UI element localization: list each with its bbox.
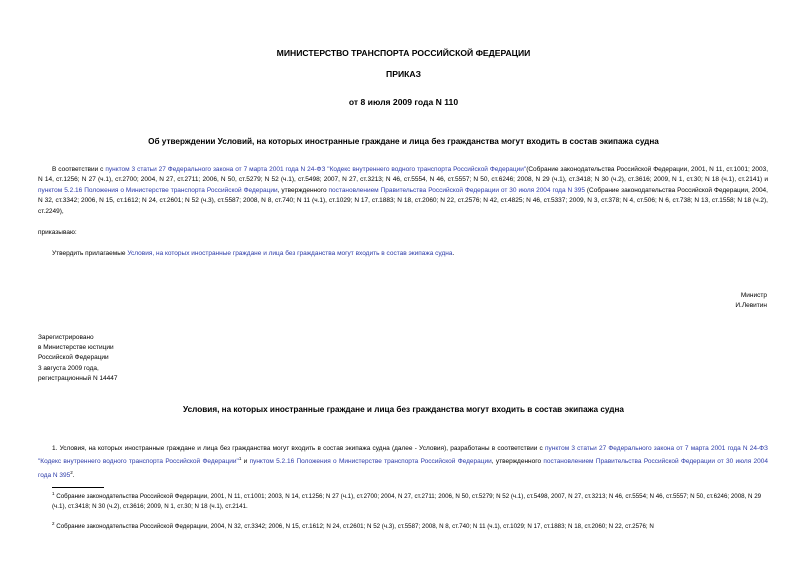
link-clause-code-article[interactable]: пунктом 3 статьи 27 Федерального закона от 7 марта 2001 года N 24-ФЗ "Кодекс внутреннего водного транспорта Российской Федерации"	[38, 445, 768, 466]
footnote-2-text: Собрание законодательства Российской Федерации, 2004, N 32, ст.3342; 2006, N 15, ст.1612; N 24, ст.2601; N 52 (ч.3), ст.5587; 2008, N 8, ст.740; N 11 (ч.1), ст.1029; N 17, ст.1883; N 18, ст.2060; N 22, ст.2576; N	[54, 523, 654, 531]
signature-position: Министр	[740, 292, 767, 299]
clause-1-text-1: 1. Условия, на которых иностранные граждане и лица без гражданства могут входить в состав экипажа судна (далее - Условия), разработаны в соответствии с	[52, 445, 545, 452]
date-number-heading: от 8 июля 2009 года N 110	[348, 97, 459, 107]
footnote-ref-2[interactable]: 2	[70, 469, 73, 475]
doc-type-heading: ПРИКАЗ	[386, 69, 421, 79]
approve-text-2: .	[452, 250, 455, 257]
conditions-title: Условия, на которых иностранные граждане и лица без гражданства могут входить в состав экипажа судна	[183, 405, 624, 414]
signature-block	[735, 291, 767, 311]
footnote-2-mark: 2	[52, 521, 55, 526]
clause-1-text-4: .	[72, 472, 75, 480]
footnote-2	[52, 519, 768, 532]
footnote-1-mark: 1	[52, 491, 55, 496]
footnote-1	[52, 489, 768, 513]
link-conditions[interactable]: Условия, на которых иностранные граждане и лица без гражданства могут входить в состав экипажа судна	[127, 250, 453, 257]
link-clause-decree[interactable]: постановлением Правительства Российской Федерации от 30 июля 2004 года N 395	[38, 458, 768, 480]
footnote-ref-1[interactable]: 1	[238, 456, 242, 462]
clause-1-text-2: и	[241, 458, 250, 466]
registration-block	[38, 333, 118, 384]
preamble-paragraph	[38, 165, 768, 217]
order-word: приказываю:	[38, 229, 77, 236]
order-title: Об утверждении Условий, на которых иностранные граждане и лица без гражданства могут входить в состав экипажа судна	[148, 137, 659, 146]
preamble-text-3: , утвержденного	[277, 186, 329, 194]
preamble-text-4: (Собрание законодательства Российской Федерации, 2004, N 32, ст.3342; 2006, N 15, ст.1612; N 24, ст.2601; N 52 (ч.3), ст.5587; 2008, N 8, ст.740; N 11 (ч.1), ст.1029; N 17, ст.1883; N 18, ст.2060; N 22, ст.2576; N 42, ст.4825; N 46, ст.5337; 2009, N 3, ст.378; N 4, ст.506; N 6, ст.738; N 13, ст.1558; N 18 (ч.2), ст.2249),	[38, 186, 768, 215]
registration-line-1: Зарегистрировано	[38, 334, 94, 341]
registration-line-2: в Министерстве юстиции	[38, 344, 114, 352]
footnote-1-text: Собрание законодательства Российской Федерации, 2001, N 11, ст.1001; 2003, N 14, ст.1256; N 27 (ч.1), ст.2700; 2004, N 27, ст.2711; 2006, N 50, ст.5279; N 52 (ч.1), ст.5498, 2007, N 27, ст.3213; N 46, ст.5554; N 46, ст.5557; N 50, ст.6246; 2008, N 29 (ч.1), ст.3418; N 30 (ч.2), ст.3616; 2009, N 1, ст.30; N 18 (ч.1), ст.2141.	[52, 493, 762, 511]
preamble-text-1: В соответствии с	[52, 166, 106, 173]
footnote-divider	[52, 487, 104, 488]
link-code-article[interactable]: пунктом 3 статьи 27 Федерального закона от 7 марта 2001 года N 24-ФЗ "Кодекс внутреннего водного транспорта Российской Федерации"	[105, 166, 527, 173]
signature-name: И.Левитин	[735, 302, 767, 310]
preamble-text-2: (Собрание законодательства Российской Федерации, 2001, N 11, ст.1001; 2003, N 14, ст.1256; N 27 (ч.1), ст.2700; 2004, N 27, ст.2711; 2006, N 50, ст.5279; N 52 (ч.1), ст.5498; 2007, N 27, ст.3213; N 46, ст.5554, N 46, ст.5557; N 50, ст.6246; 2008, N 29 (ч.1), ст.3418; N 30 (ч.2), ст.3616; 2009, N 1, ст.30; N 18 (ч.1), ст.2141) и	[38, 166, 769, 184]
ministry-heading: МИНИСТЕРСТВО ТРАНСПОРТА РОССИЙСКОЙ ФЕДЕРАЦИИ	[276, 48, 531, 58]
clause-1-text-3: , утвержденного	[491, 458, 544, 466]
clause-1-paragraph	[38, 444, 768, 482]
link-government-decree[interactable]: постановлением Правительства Российской Федерации от 30 июля 2004 года N 395	[328, 186, 585, 194]
registration-line-3: Российской Федерации	[38, 354, 109, 362]
registration-line-5: регистрационный N 14447	[38, 374, 118, 382]
approve-paragraph	[38, 249, 768, 259]
link-regulation-clause[interactable]: пунктом 5.2.16 Положения о Министерстве транспорта Российской Федерации	[38, 186, 278, 194]
registration-line-4: 3 августа 2009 года,	[38, 364, 99, 372]
approve-text-1: Утвердить прилагаемые	[52, 250, 128, 257]
link-clause-regulation[interactable]: пунктом 5.2.16 Положения о Министерстве транспорта Российской Федерации	[249, 458, 492, 466]
